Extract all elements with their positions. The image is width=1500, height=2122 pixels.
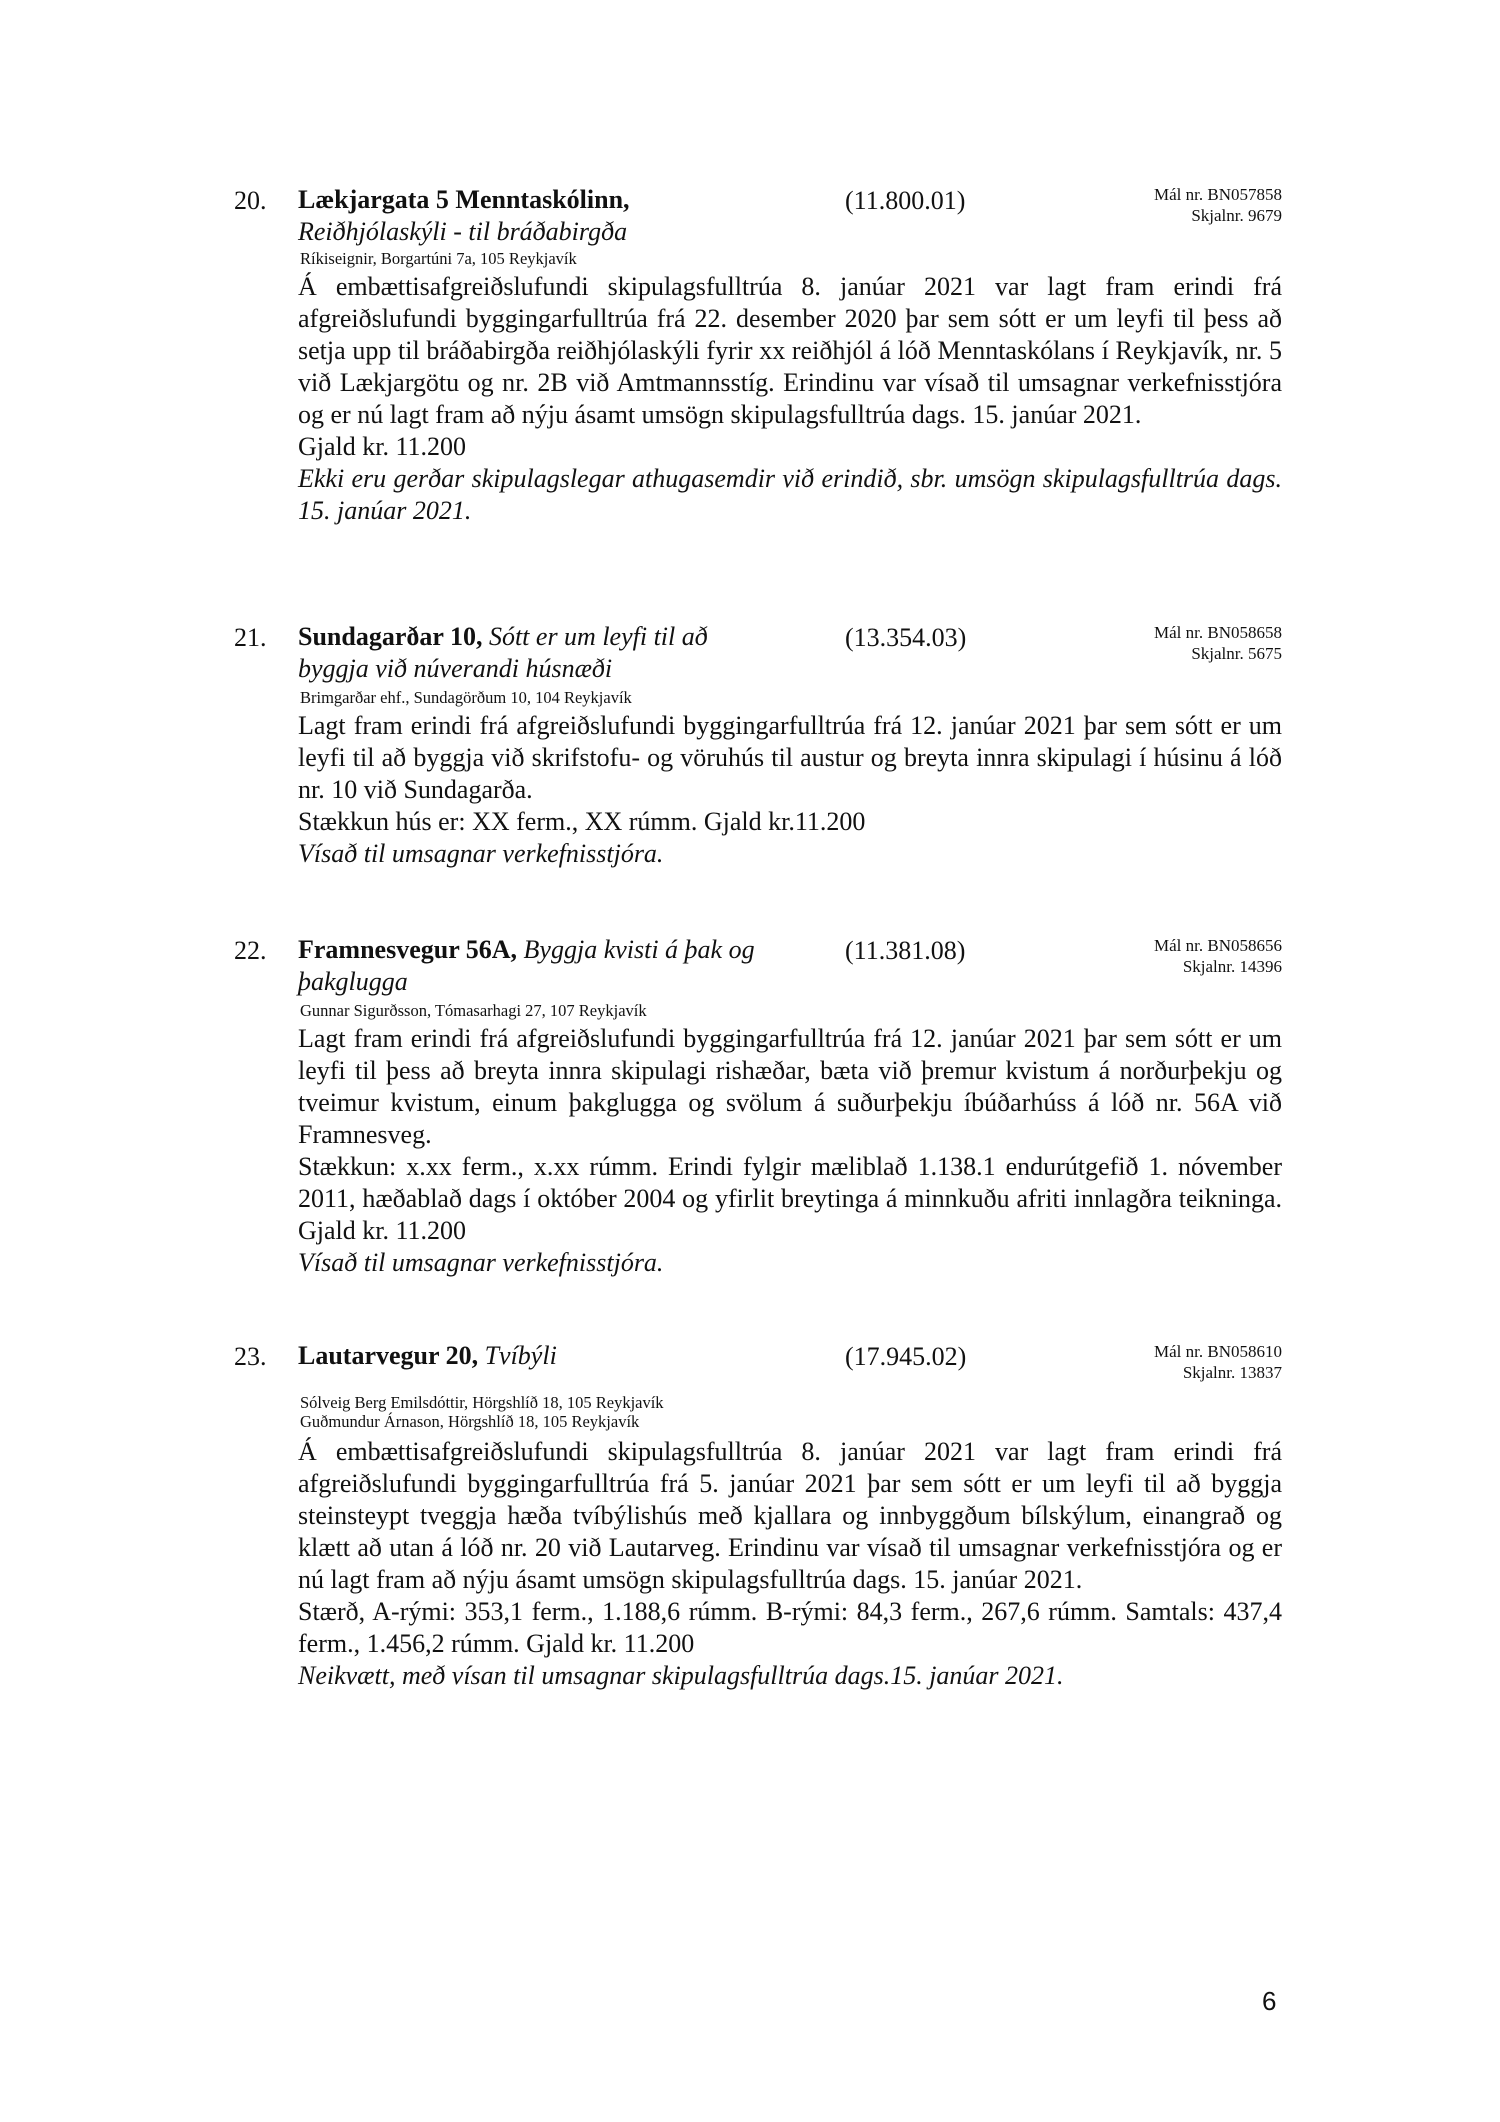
skjal-number: Skjalnr. 14396 [1182,957,1282,976]
case-fee: Gjald kr. 11.200 [298,432,467,461]
case-decision: Ekki eru gerðar skipulagslegar athugasemdir við erindið, sbr. umsögn skipulagsfulltrúa dags. 15. janúar 2021. [298,464,1282,525]
applicant-list [300,688,632,707]
mal-number: Mál nr. BN058610 [1154,1342,1282,1361]
case-title: Byggja kvisti á þak og þakglugga [298,935,755,996]
skjal-number: Skjalnr. 9679 [1191,206,1282,225]
mal-number: Mál nr. BN058658 [1154,623,1282,642]
applicant: Ríkiseignir, Borgartúni 7a, 105 Reykjavík [300,249,577,268]
case-body [298,1023,1282,1279]
case-number: 20. [234,186,267,215]
case-description: Á embættisafgreiðslufundi skipulagsfulltrúa 8. janúar 2021 var lagt fram erindi frá afgreiðslufundi byggingarfulltrúa frá 22. desember 2020 þar sem sótt er um leyfi til þess að setja upp til bráðabirgða reiðhjólaskýli fyrir xx reiðhjól á lóð Menntaskólans í Reykjavík, nr. 5 við Lækjargötu og nr. 2B við Amtmannsstíg. Erindinu var vísað til umsagnar verkefnisstjóra og er nú lagt fram að nýju ásamt umsögn skipulagsfulltrúa dags. 15. janúar 2021. [298,272,1282,429]
applicant-list [300,249,577,268]
case-address: Lækjargata 5 Menntaskólinn, [298,185,630,214]
case-heading [298,934,808,998]
case-dimensions: Stærð, A-rými: 353,1 ferm., 1.188,6 rúmm. B-rými: 84,3 ferm., 267,6 rúmm. Samtals: 437,4 ferm., 1.456,2 rúmm. Gjald kr. 11.200 [298,1597,1282,1658]
case-title: Tvíbýli [484,1341,557,1370]
case-body [298,271,1282,527]
applicant-list [300,1001,647,1020]
case-address: Framnesvegur 56A, [298,935,518,964]
applicant-list [300,1393,664,1431]
mal-number: Mál nr. BN058656 [1154,936,1282,955]
case-description: Lagt fram erindi frá afgreiðslufundi byggingarfulltrúa frá 12. janúar 2021 þar sem sótt er um leyfi til að byggja við skrifstofu- og vöruhús til austur og breyta innra skipulagi í húsinu á lóð nr. 10 við Sundagarða. [298,711,1282,804]
case-heading [298,1340,818,1372]
skjal-number: Skjalnr. 13837 [1182,1363,1282,1382]
applicant: Brimgarðar ehf., Sundagörðum 10, 104 Reykjavík [300,688,632,707]
case-address: Sundagarðar 10, [298,622,483,651]
case-dimensions: Stækkun hús er: XX ferm., XX rúmm. Gjald kr.11.200 [298,807,866,836]
case-number: 22. [234,936,267,965]
case-reference [1154,622,1282,664]
case-reference [1154,935,1282,977]
case-number: 23. [234,1342,267,1371]
land-code: (11.800.01) [845,186,966,215]
mal-number: Mál nr. BN057858 [1154,185,1282,204]
case-number: 21. [234,623,267,652]
case-address: Lautarvegur 20, [298,1341,479,1370]
case-heading [298,621,753,685]
case-decision: Vísað til umsagnar verkefnisstjóra. [298,839,664,868]
case-reference [1154,184,1282,226]
applicant: Gunnar Sigurðsson, Tómasarhagi 27, 107 Reykjavík [300,1001,647,1020]
case-decision: Neikvætt, með vísan til umsagnar skipulagsfulltrúa dags.15. janúar 2021. [298,1661,1064,1690]
page-number: 6 [1262,1986,1277,2016]
case-reference [1154,1341,1282,1383]
skjal-number: Skjalnr. 5675 [1191,644,1282,663]
case-body [298,710,1282,870]
applicant: Sólveig Berg Emilsdóttir, Hörgshlíð 18, 105 Reykjavík [300,1393,664,1412]
case-body [298,1436,1282,1692]
applicant: Guðmundur Árnason, Hörgshlíð 18, 105 Reykjavík [300,1412,640,1431]
case-decision: Vísað til umsagnar verkefnisstjóra. [298,1248,664,1277]
case-description: Á embættisafgreiðslufundi skipulagsfulltrúa 8. janúar 2021 var lagt fram erindi frá afgreiðslufundi byggingarfulltrúa frá 5. janúar 2021 þar sem sótt er um leyfi til að byggja steinsteypt tveggja hæða tvíbýlishús með kjallara og innbyggðum bílskýlum, einangrað og klætt að utan á lóð nr. 20 við Lautarveg. Erindinu var vísað til umsagnar verkefnisstjóra og er nú lagt fram að nýju ásamt umsögn skipulagsfulltrúa dags. 15. janúar 2021. [298,1437,1282,1594]
case-description: Lagt fram erindi frá afgreiðslufundi byggingarfulltrúa frá 12. janúar 2021 þar sem sótt er um leyfi til þess að breyta innra skipulagi rishæðar, bæta við þremur kvistum á norðurþekju og tveimur kvistum, einum þakglugga og svölum á suðurþekju íbúðarhúss á lóð nr. 56A við Framnesveg. [298,1024,1282,1149]
case-title: Sótt er um leyfi til að byggja við núverandi húsnæði [298,622,708,683]
land-code: (11.381.08) [845,936,966,965]
case-heading [298,184,818,248]
case-dimensions: Stækkun: x.xx ferm., x.xx rúmm. Erindi fylgir mæliblað 1.138.1 endurútgefið 1. nóvember 2011, hæðablað dags í október 2004 og yfirlit breytinga á minnkuðu afriti innlagðra teikninga. Gjald kr. 11.200 [298,1152,1282,1245]
land-code: (13.354.03) [845,623,967,652]
case-title: Reiðhjólaskýli - til bráðabirgða [298,217,628,246]
land-code: (17.945.02) [845,1342,967,1371]
